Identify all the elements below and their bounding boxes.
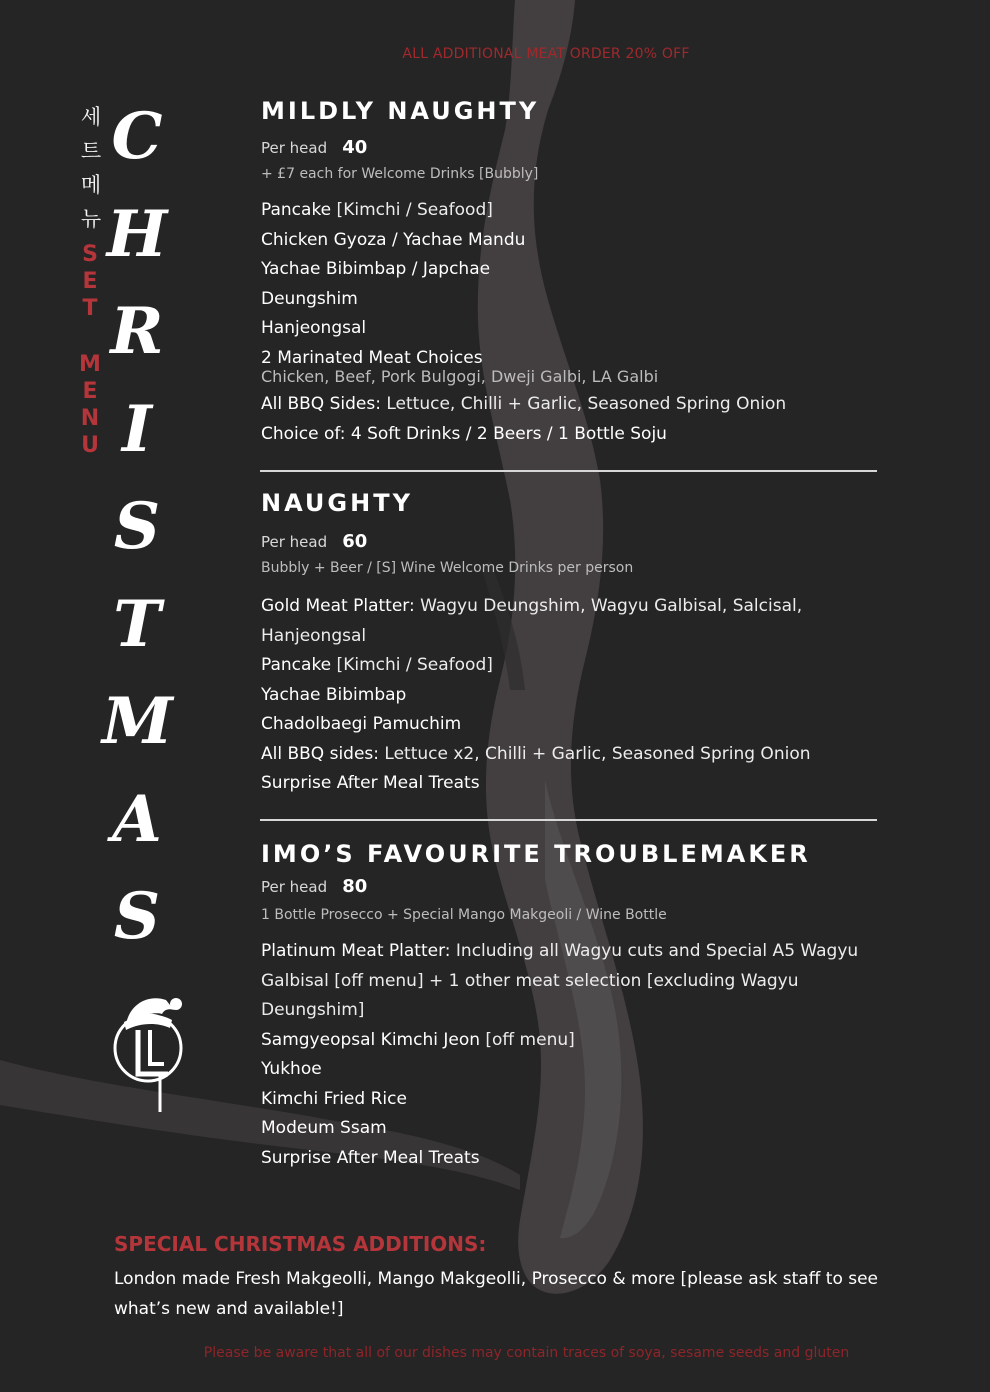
price-row	[261, 875, 891, 899]
santa-hat-logo-icon	[112, 990, 184, 1114]
price-value: 80	[342, 876, 368, 897]
menu-item	[261, 1114, 891, 1144]
drinks-note: 1 Bottle Prosecco + Special Mango Makgeoli / Wine Bottle	[261, 907, 667, 923]
item-name: Pancake	[261, 200, 332, 220]
menu-item	[261, 1144, 891, 1174]
christmas-vertical-title	[102, 88, 172, 966]
item-name: Kimchi Fried Rice	[261, 1088, 407, 1109]
allergen-disclaimer: Please be aware that all of our dishes may contain traces of soya, sesame seeds and gluten	[203, 1345, 850, 1361]
menu-item	[261, 420, 901, 450]
section-divider	[260, 470, 877, 472]
item-name: Platinum Meat Platter:	[261, 941, 451, 961]
title-letter: S	[113, 879, 161, 954]
menu-item	[261, 390, 901, 420]
title-letter: M	[102, 684, 173, 759]
korean-char: 뉴	[80, 207, 102, 231]
price-row	[261, 530, 901, 554]
menu-item	[261, 651, 901, 681]
item-name: Chicken Gyoza / Yachae Mandu	[261, 229, 526, 250]
item-name: Yukhoe	[261, 1059, 322, 1079]
item-detail: Lettuce x2, Chilli + Garlic, Seasoned Spring Onion	[379, 743, 811, 764]
menu-item	[261, 285, 901, 315]
menu-letter: M	[79, 352, 101, 377]
set-letter: S	[82, 242, 98, 267]
menu-item	[261, 592, 901, 651]
item-name: Yachae Bibimbap	[261, 684, 407, 705]
price-value: 60	[342, 531, 368, 552]
meat-choices-options: Chicken, Beef, Pork Bulgogi, Dweji Galbi, LA Galbi	[261, 367, 659, 386]
item-name: 2 Marinated Meat Choices	[261, 347, 483, 368]
section-title: MILDLY NAUGHTY	[261, 97, 540, 125]
menu-letter: U	[81, 433, 99, 458]
drinks-note: Bubbly + Beer / [S] Wine Welcome Drinks per person	[261, 560, 634, 576]
menu-item	[261, 196, 901, 226]
title-letter: R	[110, 294, 164, 369]
price-label: Per head	[261, 878, 328, 896]
item-name: Modeum Ssam	[261, 1118, 387, 1138]
title-letter: H	[106, 196, 168, 272]
menu-item	[261, 226, 901, 256]
section-imos-favourite-troublemaker	[261, 839, 891, 1173]
special-additions-body: London made Fresh Makgeolli, Mango Makgeolli, Prosecco & more [please ask staff to see what’s new and available!]	[114, 1269, 879, 1319]
title-letter: S	[113, 489, 161, 564]
item-detail: [Kimchi / Seafood]	[331, 655, 493, 675]
item-name: All BBQ Sides:	[261, 394, 381, 414]
section-naughty	[261, 488, 901, 799]
korean-char: 메	[80, 173, 102, 197]
price-row	[261, 136, 901, 160]
menu-item	[261, 740, 901, 770]
korean-char: 트	[80, 139, 102, 163]
item-detail: Lettuce, Chilli + Garlic, Seasoned Spring Onion	[380, 394, 787, 414]
menu-items-list	[261, 937, 891, 1173]
menu-item	[261, 1085, 891, 1115]
item-detail: Including all Wagyu cuts and Special A5 Wagyu Galbisal [off menu] + 1 other meat selection [excluding Wagyu Deungshim]	[261, 941, 859, 1020]
item-name: Samgyeopsal Kimchi Jeon	[261, 1029, 480, 1050]
korean-char: 세	[80, 105, 102, 129]
price-label: Per head	[261, 139, 328, 157]
item-name: Surprise After Meal Treats	[261, 773, 480, 793]
title-letter: T	[113, 586, 161, 662]
section-title: IMO’S FAVOURITE TROUBLEMAKER	[261, 840, 811, 868]
menu-vertical-label	[78, 351, 102, 459]
promo-banner: ALL ADDITIONAL MEAT ORDER 20% OFF	[402, 46, 690, 62]
title-letter: I	[122, 391, 152, 467]
menu-items-list	[261, 196, 901, 449]
item-name: Deungshim	[261, 288, 358, 309]
item-name: Surprise After Meal Treats	[261, 1147, 480, 1168]
menu-items-list	[261, 592, 901, 799]
menu-item	[261, 1026, 891, 1056]
menu-item	[261, 710, 901, 740]
section-mildly-naughty	[261, 96, 901, 449]
item-name: Yachae Bibimbap / Japchae	[261, 259, 491, 279]
menu-item	[261, 681, 901, 711]
menu-letter: E	[82, 379, 98, 404]
special-additions-title: SPECIAL CHRISTMAS ADDITIONS:	[114, 1232, 487, 1256]
drinks-note: + £7 each for Welcome Drinks [Bubbly]	[261, 166, 539, 182]
set-vertical-label	[78, 241, 102, 322]
item-name: Choice of: 4 Soft Drinks / 2 Beers / 1 Bottle Soju	[261, 423, 667, 444]
item-detail: Wagyu Deungshim, Wagyu Galbisal, Salcisal, Hanjeongsal	[261, 596, 803, 646]
item-name: Gold Meat Platter:	[261, 596, 415, 616]
set-letter: E	[82, 269, 98, 294]
menu-letter: N	[80, 406, 100, 431]
price-label: Per head	[261, 533, 328, 551]
menu-item	[261, 937, 891, 1026]
menu-item	[261, 314, 901, 344]
item-name: Hanjeongsal	[261, 318, 367, 338]
item-name: All BBQ sides:	[261, 743, 380, 764]
menu-item	[261, 1055, 891, 1085]
item-name: Chadolbaegi Pamuchim	[261, 714, 462, 734]
title-letter: A	[112, 781, 162, 857]
set-letter: T	[82, 296, 98, 321]
item-detail: [Kimchi / Seafood]	[331, 200, 493, 220]
item-detail: [off menu]	[480, 1029, 575, 1050]
section-title: NAUGHTY	[261, 489, 413, 517]
title-letter: C	[111, 99, 163, 174]
section-divider	[260, 819, 877, 821]
menu-item	[261, 255, 901, 285]
menu-item	[261, 769, 901, 799]
price-value: 40	[342, 137, 368, 158]
item-name: Pancake	[261, 655, 332, 675]
